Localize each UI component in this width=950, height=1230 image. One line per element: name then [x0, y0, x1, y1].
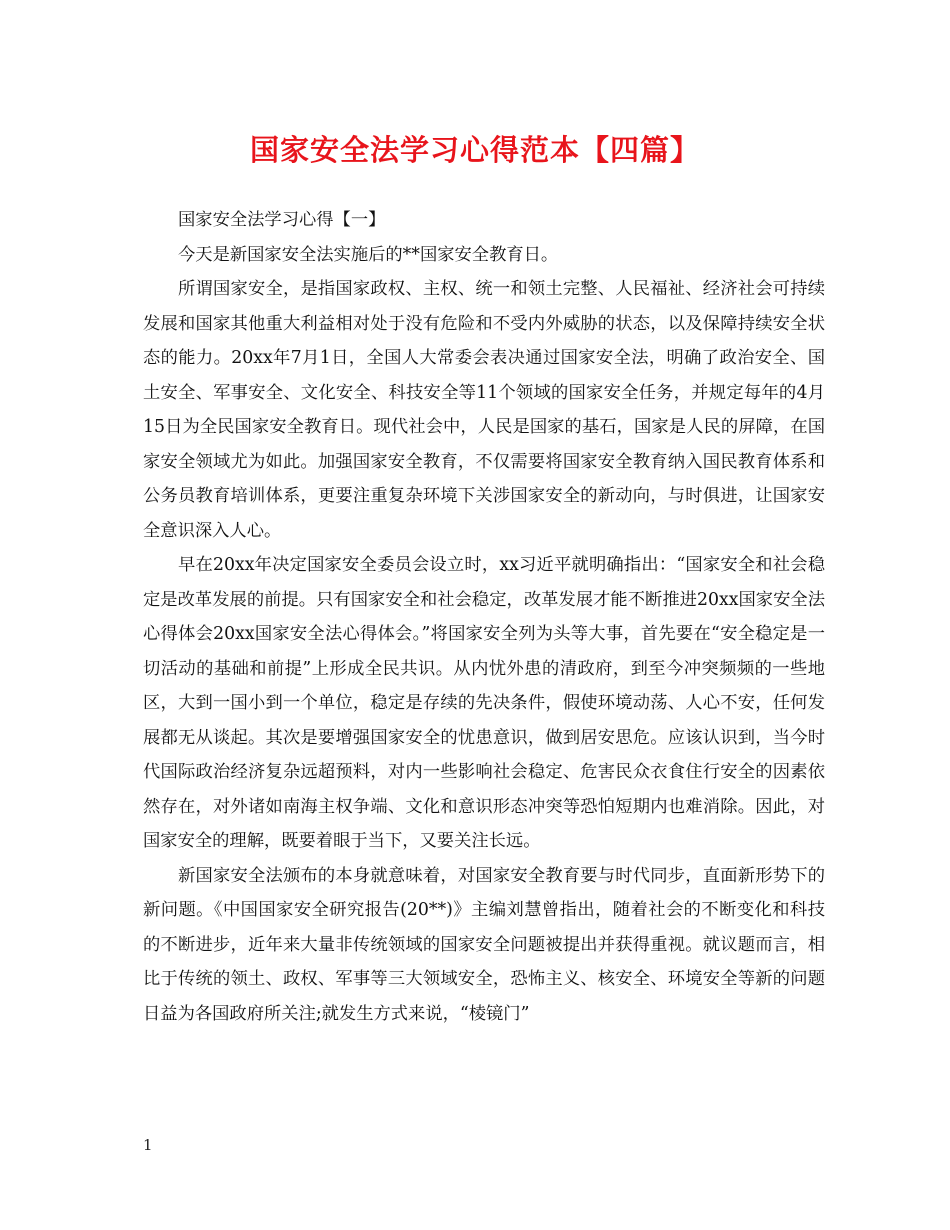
paragraph: 今天是新国家安全法实施后的**国家安全教育日。	[178, 244, 559, 265]
paragraph: 所谓国家安全，是指国家政权、主权、统一和领土完整、人民福祉、经济社会可持续发展和国家其他重大利益相对处于没有危险和不受内外威胁的状态，以及保障持续安全状态的能力。20xx年7月1日，全国人大常委会表决通过国家安全法，明确了政治安全、国土安全、军事安全、文化安全、科技安全等11个领域的国家安全任务，并规定每年的4月15日为全民国家安全教育日。现代社会中，人民是国家的基石，国家是人民的屏障，在国家安全领域尤为如此。加强国家安全教育，不仅需要将国家安全教育纳入国民教育体系和公务员教育培训体系，更要注重复杂环境下关涉国家安全的新动向，与时俱进，让国家安全意识深入人心。	[143, 279, 825, 541]
paragraph: 早在20xx年决定国家安全委员会设立时，xx习近平就明确指出：“国家安全和社会稳定是改革发展的前提。只有国家安全和社会稳定，改革发展才能不断推进20xx国家安全法心得体会20xx国家安全法心得体会。”将国家安全列为头等大事，首先要在“安全稳定是一切活动的基础和前提”上形成全民共识。从内忧外患的清政府，到至今冲突频频的一些地区，大到一国小到一个单位，稳定是存续的先决条件，假使环境动荡、人心不安，任何发展都无从谈起。其次是要增强国家安全的忧患意识，做到居安思危。应该认识到，当今时代国际政治经济复杂远超预料，对内一些影响社会稳定、危害民众衣食住行安全的因素依然存在，对外诸如南海主权争端、文化和意识形态冲突等恐怕短期内也难消除。因此，对国家安全的理解，既要着眼于当下，又要关注长远。	[143, 555, 825, 851]
document-title: 国家安全法学习心得范本【四篇】	[249, 133, 700, 167]
section-heading: 国家安全法学习心得【一】	[178, 210, 386, 230]
page-number: 1	[143, 1136, 153, 1154]
paragraph: 新国家安全法颁布的本身就意味着，对国家安全教育要与时代同步，直面新形势下的新问题。《中国国家安全研究报告(20**)》主编刘慧曾指出，随着社会的不断变化和科技的不断进步，近年来大量非传统领域的国家安全问题被提出并获得重视。就议题而言，相比于传统的领土、政权、军事等三大领域安全，恐怖主义、核安全、环境安全等新的问题日益为各国政府所关注;就发生方式来说，“棱镜门”	[143, 865, 825, 1024]
document-body	[143, 203, 825, 1031]
